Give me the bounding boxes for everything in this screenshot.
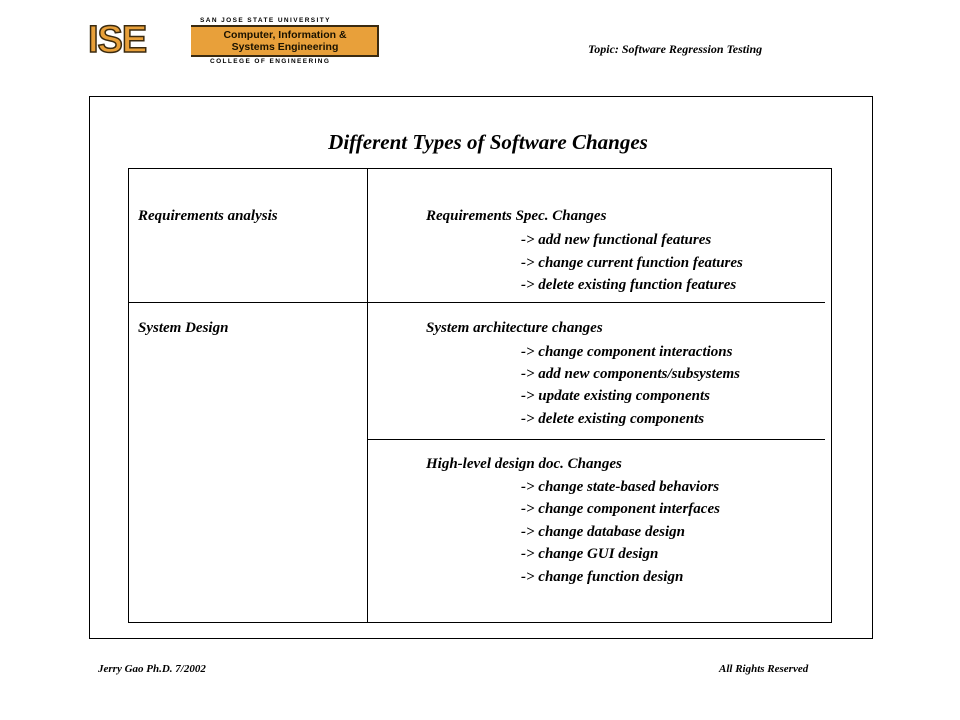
list-item: -> delete existing function features [521, 277, 737, 293]
group-heading: High-level design doc. Changes [426, 456, 622, 472]
logo-department-line2: Systems Engineering [231, 41, 339, 53]
topic-label: Topic: Software Regression Testing [588, 42, 763, 56]
footer-author: Jerry Gao Ph.D. 7/2002 [98, 663, 206, 675]
list-item: -> add new functional features [521, 232, 712, 248]
slide-title: Different Types of Software Changes [328, 130, 648, 154]
list-item: -> change component interactions [521, 344, 733, 360]
ise-logo [88, 17, 380, 65]
list-item: -> add new components/subsystems [521, 366, 740, 382]
stage-system-design: System Design [138, 320, 229, 336]
logo-department [205, 29, 365, 53]
list-item: -> change component interfaces [521, 501, 720, 517]
list-item: -> change current function features [521, 255, 743, 271]
logo-acronym [88, 19, 188, 61]
logo-acronym-text: ISE [88, 19, 147, 61]
logo-department-line1: Computer, Information & [223, 29, 347, 41]
table-column-divider [367, 168, 368, 623]
table-row-divider [128, 302, 825, 303]
changes-table [128, 168, 832, 623]
footer-rights: All Rights Reserved [719, 663, 809, 675]
group-heading: Requirements Spec. Changes [426, 208, 607, 224]
list-item: -> change state-based behaviors [521, 479, 720, 495]
list-item: -> change function design [521, 569, 684, 585]
list-item: -> change database design [521, 524, 685, 540]
stage-requirements-analysis: Requirements analysis [138, 208, 278, 224]
logo-university-text: SAN JOSE STATE UNIVERSITY [200, 17, 331, 24]
group-heading: System architecture changes [426, 320, 603, 336]
logo-band [191, 25, 379, 57]
list-item: -> change GUI design [521, 546, 659, 562]
list-item: -> update existing components [521, 388, 710, 404]
table-group-divider [368, 439, 825, 440]
list-item: -> delete existing components [521, 411, 705, 427]
logo-college-text: COLLEGE OF ENGINEERING [210, 58, 331, 65]
